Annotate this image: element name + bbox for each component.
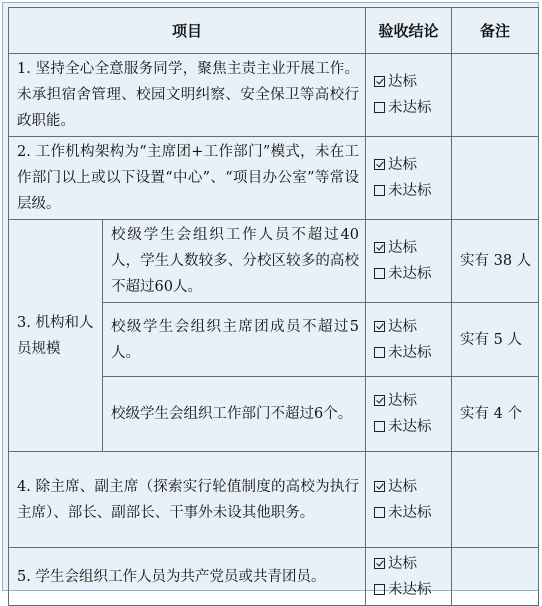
item-text: 校级学生会组织工作人员不超过40人，学生人数较多、分校区较多的高校不超过60人。 xyxy=(103,220,366,303)
table-row xyxy=(9,220,539,303)
header-item: 项目 xyxy=(9,8,366,54)
header-remark: 备注 xyxy=(452,8,539,54)
header-row xyxy=(9,8,539,54)
pass-label: 达标 xyxy=(388,74,418,90)
result-cell xyxy=(366,377,452,452)
empty-box-icon[interactable] xyxy=(374,268,385,279)
checked-box-icon[interactable] xyxy=(374,76,385,87)
pass-option[interactable] xyxy=(374,314,451,340)
fail-option[interactable] xyxy=(374,178,451,204)
fail-label: 未达标 xyxy=(388,266,432,282)
remark-cell xyxy=(452,137,539,220)
pass-label: 达标 xyxy=(388,393,418,409)
checked-box-icon[interactable] xyxy=(374,242,385,253)
empty-box-icon[interactable] xyxy=(374,347,385,358)
pass-option[interactable] xyxy=(374,474,451,500)
item-text: 2. 工作机构架构为“主席团+工作部门”模式，未在工作部门以上或以下设置“中心”、“项目办公室”等常设层级。 xyxy=(9,137,366,220)
table-row xyxy=(9,548,539,606)
fail-option[interactable] xyxy=(374,340,451,366)
fail-option[interactable] xyxy=(374,577,451,603)
remark-cell: 实有 4 个 xyxy=(452,377,539,452)
result-cell xyxy=(366,137,452,220)
checked-box-icon[interactable] xyxy=(374,481,385,492)
remark-cell: 实有 38 人 xyxy=(452,220,539,303)
pass-option[interactable] xyxy=(374,551,451,577)
fail-option[interactable] xyxy=(374,261,451,287)
result-cell xyxy=(366,54,452,137)
fail-option[interactable] xyxy=(374,414,451,440)
empty-box-icon[interactable] xyxy=(374,584,385,595)
checked-box-icon[interactable] xyxy=(374,321,385,332)
empty-box-icon[interactable] xyxy=(374,507,385,518)
result-cell xyxy=(366,452,452,548)
empty-box-icon[interactable] xyxy=(374,185,385,196)
empty-box-icon[interactable] xyxy=(374,421,385,432)
header-result: 验收结论 xyxy=(366,8,452,54)
pass-option[interactable] xyxy=(374,69,451,95)
empty-box-icon[interactable] xyxy=(374,102,385,113)
pass-label: 达标 xyxy=(388,318,418,335)
fail-option[interactable] xyxy=(374,500,451,526)
pass-option[interactable] xyxy=(374,388,451,414)
result-cell xyxy=(366,548,452,606)
table-row xyxy=(9,452,539,548)
pass-option[interactable] xyxy=(374,235,451,261)
fail-option[interactable] xyxy=(374,95,451,121)
pass-label: 达标 xyxy=(388,240,418,256)
fail-label: 未达标 xyxy=(388,344,432,361)
pass-option[interactable] xyxy=(374,152,451,178)
result-cell xyxy=(366,220,452,303)
item-text: 1. 坚持全心全意服务同学，聚焦主责主业开展工作。未承担宿舍管理、校园文明纠察、安全保卫等高校行政职能。 xyxy=(9,54,366,137)
table-frame xyxy=(2,2,539,598)
result-cell xyxy=(366,303,452,377)
table-row xyxy=(9,137,539,220)
acceptance-table xyxy=(8,7,539,606)
pass-label: 达标 xyxy=(388,478,418,495)
checked-box-icon[interactable] xyxy=(374,159,385,170)
checked-box-icon[interactable] xyxy=(374,558,385,569)
pass-label: 达标 xyxy=(388,157,418,173)
fail-label: 未达标 xyxy=(388,581,432,598)
table-row xyxy=(9,54,539,137)
remark-cell: 实有 5 人 xyxy=(452,303,539,377)
fail-label: 未达标 xyxy=(388,504,432,521)
item-text: 4. 除主席、副主席（探索实行轮值制度的高校为执行主席）、部长、副部长、干事外未设其他职务。 xyxy=(9,452,366,548)
remark-cell xyxy=(452,548,539,606)
remark-cell xyxy=(452,54,539,137)
item-text: 校级学生会组织工作部门不超过6个。 xyxy=(103,377,366,452)
checked-box-icon[interactable] xyxy=(374,395,385,406)
remark-cell xyxy=(452,452,539,548)
item-text: 5. 学生会组织工作人员为共产党员或共青团员。 xyxy=(9,548,366,606)
group-label: 3. 机构和人员规模 xyxy=(9,220,103,452)
item-text: 校级学生会组织主席团成员不超过5人。 xyxy=(103,303,366,377)
fail-label: 未达标 xyxy=(388,419,432,435)
pass-label: 达标 xyxy=(388,555,418,572)
fail-label: 未达标 xyxy=(388,100,432,116)
fail-label: 未达标 xyxy=(388,183,432,199)
